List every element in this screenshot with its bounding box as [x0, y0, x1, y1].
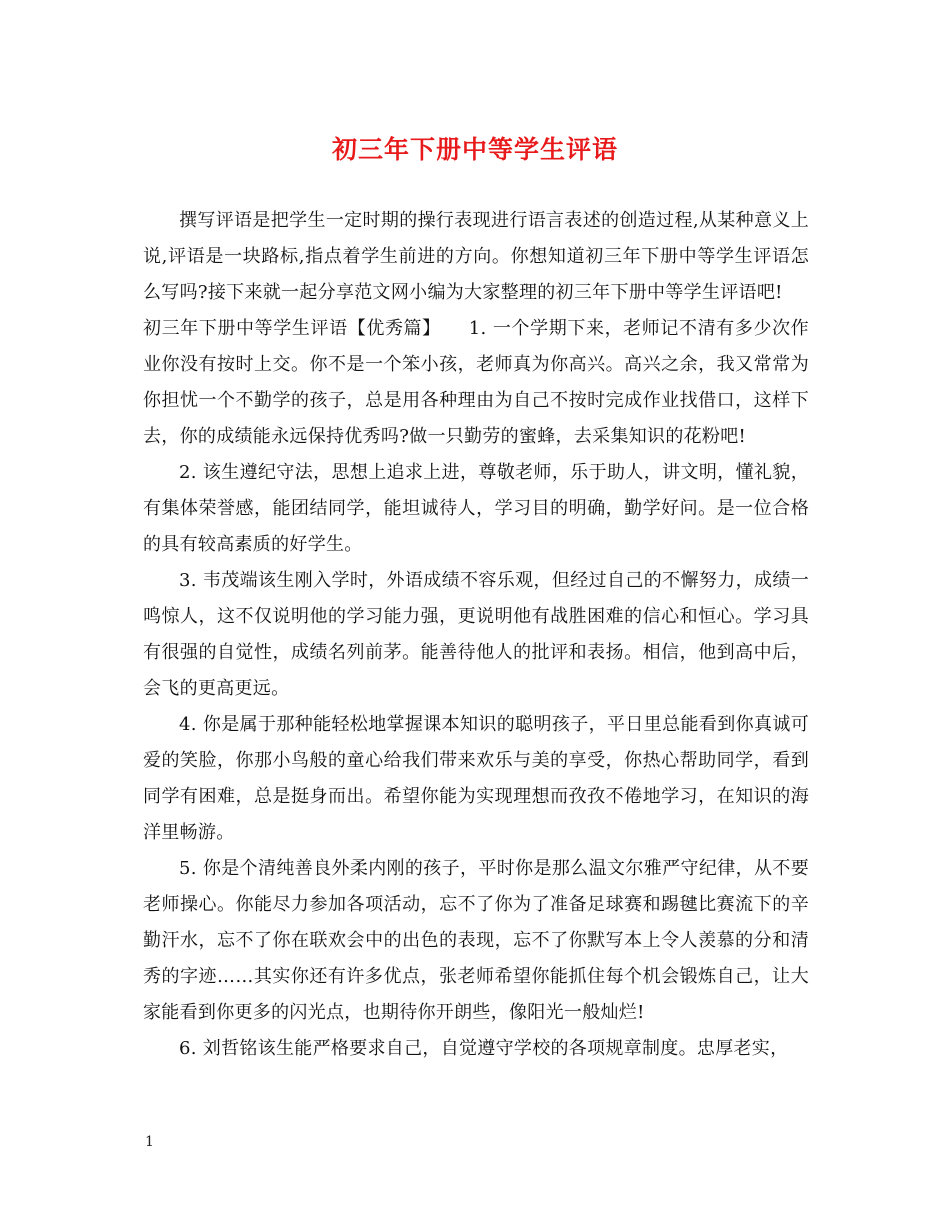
intro-paragraph: 撰写评语是把学生一定时期的操行表现进行语言表述的创造过程,从某种意义上说,评语是一块路标,指点着学生前进的方向。你想知道初三年下册中等学生评语怎么写吗?接下来就一起分享范文网小编为大家整理的初三年下册中等学生评语吧! — [143, 210, 809, 303]
comment-item-6: 6. 刘哲铭该生能严格要求自己，自觉遵守学校的各项规章制度。忠厚老实， — [179, 1038, 789, 1059]
comment-item-5: 5. 你是个清纯善良外柔内刚的孩子，平时你是那么温文尔雅严守纪律，从不要老师操心。你能尽力参加各项活动，忘不了你为了准备足球赛和踢毽比赛流下的辛勤汗水，忘不了你在联欢会中的出色的表现，忘不了你默写本上令人羡慕的分和清秀的字迹……其实你还有许多优点，张老师希望你能抓住每个机会锻炼自己，让大家能看到你更多的闪光点，也期待你开朗些，像阳光一般灿烂! — [143, 858, 809, 1023]
section-heading: 初三年下册中等学生评语【优秀篇】 — [143, 318, 441, 339]
document-body — [143, 203, 809, 1067]
comment-item-4: 4. 你是属于那种能轻松地掌握课本知识的聪明孩子，平日里总能看到你真诚可爱的笑脸，你那小鸟般的童心给我们带来欢乐与美的享受，你热心帮助同学，看到同学有困难，总是挺身而出。希望你能为实现理想而孜孜不倦地学习，在知识的海洋里畅游。 — [143, 714, 809, 843]
document-title: 初三年下册中等学生评语 — [331, 135, 618, 164]
page-number: 1 — [145, 1134, 154, 1150]
comment-item-1: 1. 一个学期下来，老师记不清有多少次作业你没有按时上交。你不是一个笨小孩，老师真为你高兴。高兴之余，我又常常为你担忧一个不勤学的孩子，总是用各种理由为自己不按时完成作业找借口，这样下去，你的成绩能永远保持优秀吗?做一只勤劳的蜜蜂，去采集知识的花粉吧! — [143, 318, 809, 447]
comment-item-2: 2. 该生遵纪守法，思想上追求上进，尊敬老师，乐于助人，讲文明，懂礼貌，有集体荣誉感，能团结同学，能坦诚待人，学习目的明确，勤学好问。是一位合格的具有较高素质的好学生。 — [143, 462, 809, 555]
section-paragraph — [143, 311, 809, 455]
comment-item-3: 3. 韦茂端该生刚入学时，外语成绩不容乐观，但经过自己的不懈努力，成绩一鸣惊人，这不仅说明他的学习能力强，更说明他有战胜困难的信心和恒心。学习具有很强的自觉性，成绩名列前茅。能善待他人的批评和表扬。相信，他到高中后，会飞的更高更远。 — [143, 570, 809, 699]
